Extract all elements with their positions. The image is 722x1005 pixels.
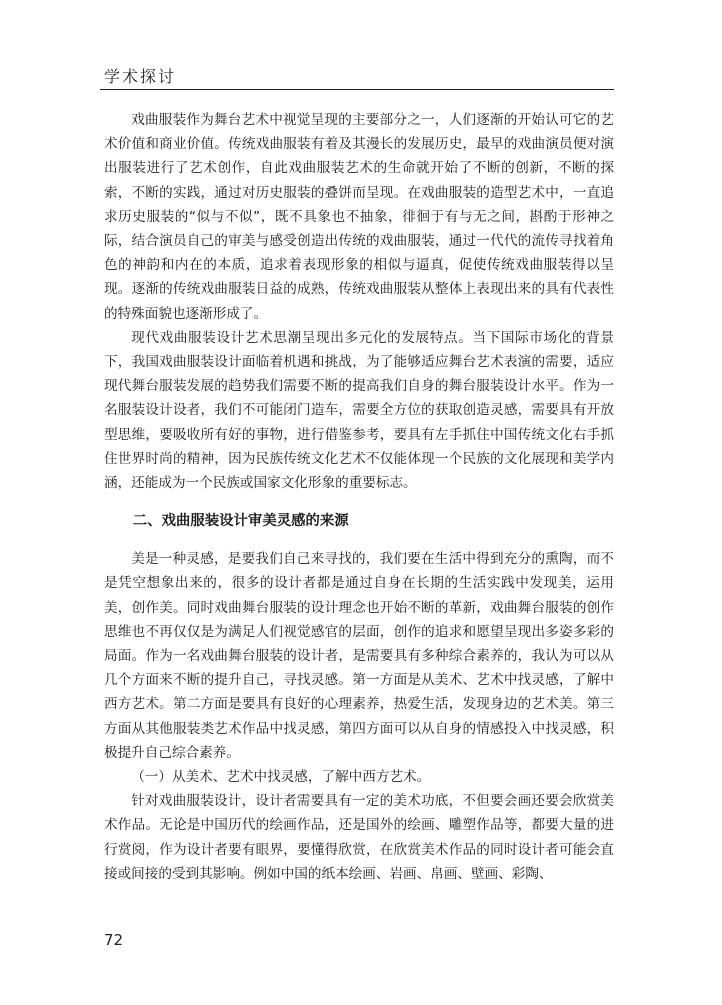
subsection-heading: （一）从美术、艺术中找灵感，了解中西方艺术。	[131, 769, 431, 786]
body-paragraph-3: 美是一种灵感，是要我们自己来寻找的，我们要在生活中得到充分的熏陶，而不是凭空想象出来的，很多的设计者都是通过自身在长期的生活实践中发现美，运用美，创作美。同时戏曲舞台服装的设计理念也开始不断的革新，戏曲舞台服装的创作思维也不再仅仅是为满足人们视觉感官的层面，创作的追求和愿望呈现出多姿多彩的局面。作为一名戏曲舞台服装的设计者，是需要具有多种综合素养的，我认为可以从几个方面来不断的提升自己，寻找灵感。第一方面是从美术、艺术中找灵感，了解中西方艺术。第二方面是要具有良好的心理素养，热爱生活，发现身边的艺术美。第三方面从其他服装类艺术作品中找灵感，第四方面可以从自身的情感投入中找灵感，积极提升自己综合素养。	[104, 551, 614, 761]
page-number: 72	[104, 931, 124, 949]
article-body	[104, 108, 614, 886]
running-header: 学术探讨	[104, 67, 177, 86]
section-heading: 二、戏曲服装设计审美灵感的来源	[132, 513, 349, 530]
body-paragraph-4: 针对戏曲服装设计，设计者需要具有一定的美术功底，不但要会画还要会欣赏美术作品。无论是中国历代的绘画作品，还是国外的绘画、雕塑作品等，都要大量的进行赏阅，作为设计者要有眼界，要懂得欣赏，在欣赏美术作品的同时设计者可能会直接或间接的受到其影响。例如中国的纸本绘画、岩画、帛画、壁画、彩陶、	[104, 793, 614, 882]
body-paragraph-1: 戏曲服装作为舞台艺术中视觉呈现的主要部分之一，人们逐渐的开始认可它的艺术价值和商业价值。传统戏曲服装有着及其漫长的发展历史，最早的戏曲演员便对演出服装进行了艺术创作，自此戏曲服装艺术的生命就开始了不断的创新，不断的探索，不断的实践，通过对历史服装的叠饼而呈现。在戏曲服装的造型艺术中，一直追求历史服装的“似与不似”，既不具象也不抽象，徘徊于有与无之间，斟酌于形神之际，结合演员自己的审美与感受创造出传统的戏曲服装，通过一代代的流传寻找着角色的神韵和内在的本质，追求着表现形象的相似与逼真，促使传统戏曲服装得以呈现。逐渐的传统戏曲服装日益的成熟，传统戏曲服装从整体上表现出来的具有代表性的特殊面貌也逐渐形成了。	[104, 112, 614, 322]
body-paragraph-2: 现代戏曲服装设计艺术思潮呈现出多元化的发展特点。当下国际市场化的背景下，我国戏曲服装设计面临着机遇和挑战，为了能够适应舞台艺术表演的需要，适应现代舞台服装发展的趋势我们需要不断的提高我们自身的舞台服装设计水平。作为一名服装设计设者，我们不可能闭门造车，需要全方位的获取创造灵感，需要具有开放型思维，要吸收所有好的事物，进行借鉴参考，要具有左手抓住中国传统文化右手抓住世界时尚的精神，因为民族传统文化艺术不仅能体现一个民族的文化展现和美学内涵，还能成为一个民族或国家文化形象的重要标志。	[104, 329, 614, 492]
header-rule	[100, 89, 614, 90]
